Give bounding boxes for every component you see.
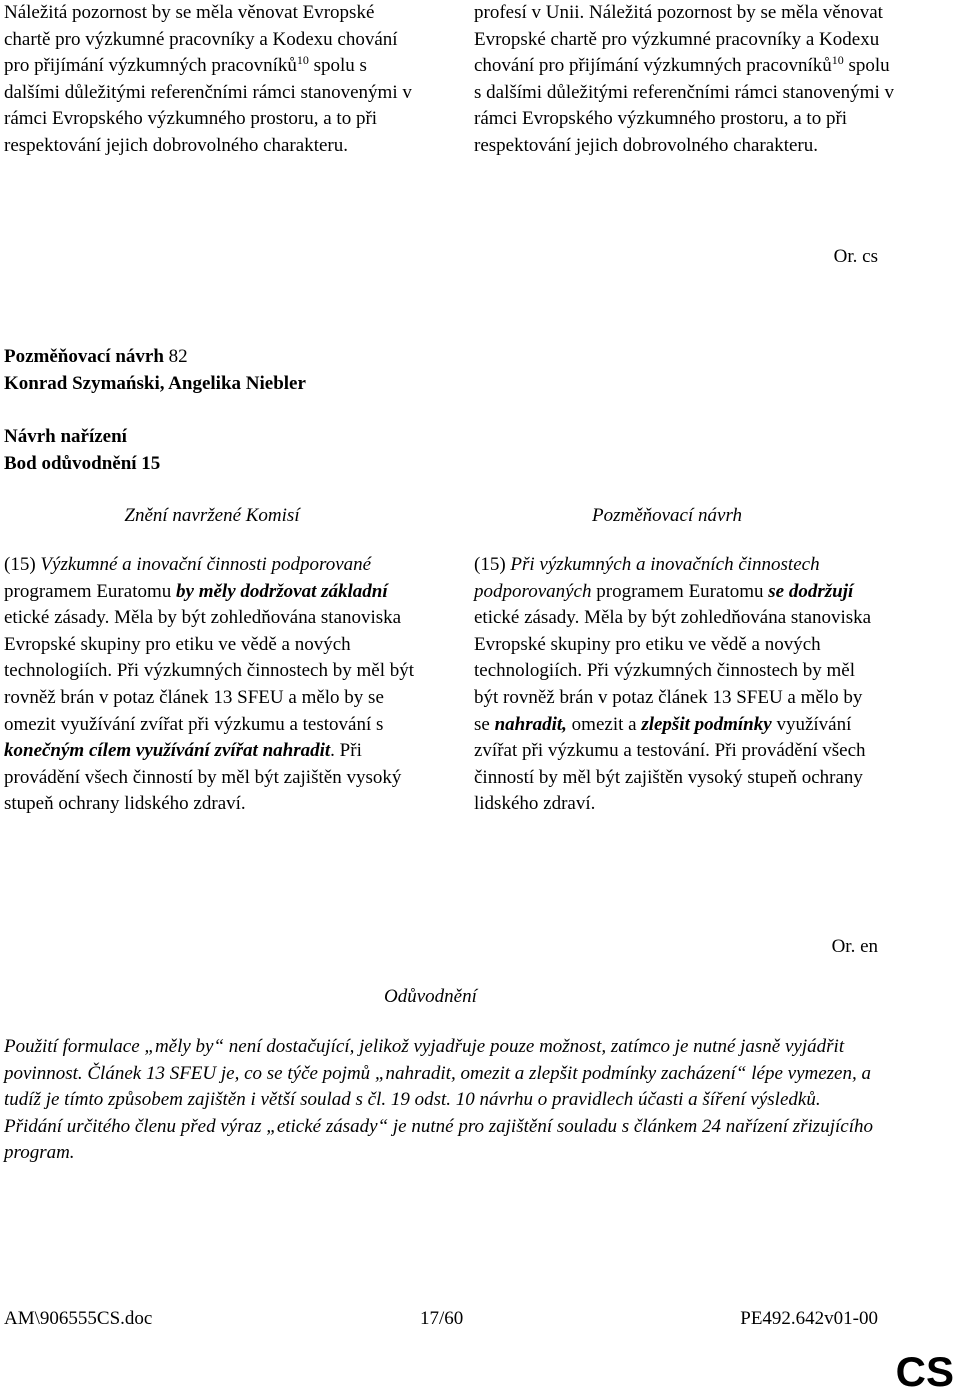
amendment-authors: Konrad Szymański, Angelika Niebler xyxy=(4,372,306,394)
footer-page-number: 17/60 xyxy=(420,1308,464,1329)
commission-text: (15) Výzkumné a inovační činnosti podporované programem Euratomu by měly dodržovat základní etické zásady. Měla by být zohledňována stanoviska Evropské skupiny pro etiku ve vědě a nových technologiích. Při výzkumných činnostech by měl být rovněž brán v potaz článek 13 SFEU a mělo by se omezit využívání zvířat při výzkumu a testování s konečným cílem využívání zvířat nahradit. Při provádění všech činností by měl být zajištěn vysoký stupeň ochrany lidského zdraví. xyxy=(4,554,415,815)
prev-right-text: profesí v Unii. Náležitá pozornost by se měla věnovat Evropské chartě pro výzkumné pracovníky a Kodexu chování pro přijímání výzkumných pracovníků$^{10}$ spolu s dalšími důležitými referenčními rámci stanovenými v rámci Evropského výzkumného prostoru, a to při respektování jejich dobrovolného charakteru. xyxy=(474,2,894,156)
original-language-note: Or. cs xyxy=(833,246,878,267)
column-heading-amendment: Pozměňovací návrh xyxy=(591,505,743,526)
footer-doc-id: AM\906555CS.doc xyxy=(4,1308,153,1329)
justification-text: Použití formulace „měly by“ není dostačující, jelikož vyjadřuje pouze možnost, zatímco je nutné jasně vyjádřit povinnost. Článek 13 SFEU je, co se týče pojmů „nahradit, omezit a zlepšit podmínky zacházení“ lépe vymezen, a tudíž je tímto způsobem zajištěn i větší soulad s čl. 19 odst. 10 návrhu o pravidlech účasti a šíření výsledků. Přidání určitého členu před výraz „etické zásady“ je nutné pro zajištění souladu s článkem 24 nařízení zřizujícího program. xyxy=(4,1036,873,1164)
amendment-header xyxy=(4,344,306,397)
original-language-note-2: Or. en xyxy=(831,936,878,957)
proposal-title: Návrh nařízení xyxy=(4,426,127,447)
amendment-text: (15) Při výzkumných a inovačních činnostech podporovaných programem Euratomu se dodržují etické zásady. Měla by být zohledňována stanoviska Evropské skupiny pro etiku ve vědě a nových technologiích. Při výzkumných činnostech by měl být rovněž brán v potaz článek 13 SFEU a mělo by se nahradit, omezit a zlepšit podmínky využívání zvířat při výzkumu a testování. Při provádění všech činností by měl být zajištěn vysoký stupeň ochrany lidského zdraví. xyxy=(474,554,872,815)
recital-title: Bod odůvodnění 15 xyxy=(4,452,161,474)
prev-left-text: Náležitá pozornost by se měla věnovat Evropské chartě pro výzkumné pracovníky a Kodexu chování pro přijímání výzkumných pracovníků$^{10}$ spolu s dalšími důležitými referenčními rámci stanovenými v rámci Evropského výzkumného prostoru, a to při respektování jejich dobrovolného charakteru. xyxy=(4,2,412,156)
column-heading-commission: Znění navržené Komisí xyxy=(124,505,300,526)
justification-title: Odůvodnění xyxy=(384,986,477,1007)
amendment-reference xyxy=(4,424,160,477)
footer-reference: PE492.642v01-00 xyxy=(740,1308,878,1329)
amendment-title: Pozměňovací návrh 82 xyxy=(4,346,188,367)
footer-language-tag: CS xyxy=(895,1348,954,1395)
